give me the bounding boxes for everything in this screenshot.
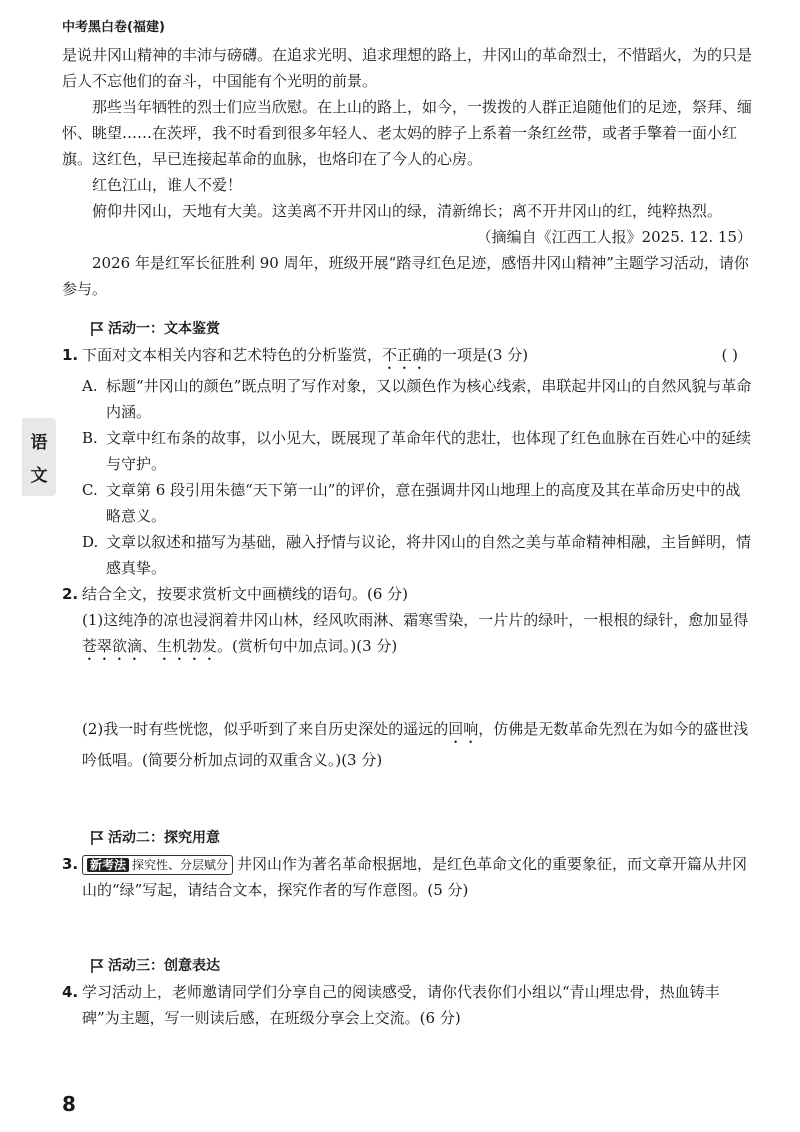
activity-2-title: 活动二：探究用意 — [108, 830, 220, 846]
question-1 — [62, 342, 752, 373]
activity-1-heading — [90, 316, 752, 342]
option-c — [82, 477, 752, 529]
sub-1-text-a: (1)这纯净的凉也浸润着井冈山林，经风吹雨淋、霜寒雪染，一片片的绿叶，一根根的绿针，愈加显得 — [82, 611, 749, 629]
option-c-text: 文章第 6 段引用朱德“天下第一山”的评价，意在强调井冈山地理上的高度及其在革命历史中的战略意义。 — [106, 481, 741, 525]
side-tab-char-2: 文 — [30, 466, 48, 486]
badge-text: 探究性、分层赋分 — [132, 858, 229, 872]
question-1-number: 1. — [62, 346, 79, 364]
question-2-stem: 结合全文，按要求赏析文中画横线的语句。(6 分) — [82, 585, 409, 603]
activity-3-title: 活动三：创意表达 — [108, 958, 220, 974]
question-4-text: 学习活动上，老师邀请同学们分享自己的阅读感受，请你代表你们小组以“青山埋忠骨，热血铸丰碑”为主题，写一则读后感，在班级分享会上交流。(6 分) — [82, 983, 720, 1027]
book-header: 中考黑白卷(福建) — [62, 20, 165, 35]
option-b-text: 文章中红布条的故事，以小见大，既展现了革命年代的悲壮，也体现了红色血脉在百姓心中的延续与守护。 — [106, 429, 752, 473]
answer-bracket: ( ) — [721, 346, 738, 364]
question-2-sub-2 — [82, 716, 752, 773]
sub-2-text-a: (2)我一时有些恍惚，似乎听到了来自历史深处的遥远的 — [82, 720, 449, 738]
subject-side-tab — [22, 418, 56, 496]
flag-icon — [90, 958, 104, 974]
option-b-label: B. — [82, 429, 98, 447]
question-1-stem-a: 下面对文本相关内容和艺术特色的分析鉴赏， — [82, 346, 383, 364]
flag-icon — [90, 321, 104, 337]
question-3 — [62, 851, 752, 903]
question-4-number: 4. — [62, 983, 79, 1001]
activity-intro: 2026 年是红军长征胜利 90 周年，班级开展“踏寻红色足迹，感悟井冈山精神”主题学习活动，请你参与。 — [62, 254, 749, 298]
page-number: 8 — [62, 1092, 76, 1116]
passage-source: （摘编自《江西工人报》2025. 12. 15） — [476, 228, 752, 246]
answer-space-3 — [62, 903, 752, 953]
option-c-label: C. — [82, 481, 98, 499]
question-3-number: 3. — [62, 855, 79, 873]
answer-space-1 — [62, 664, 752, 716]
question-4 — [62, 979, 752, 1031]
side-tab-char-1: 语 — [30, 433, 48, 453]
passage-paragraph-3: 红色江山，谁人不爱！ — [92, 176, 243, 194]
passage-paragraph-2: 那些当年牺牲的烈士们应当欣慰。在上山的路上，如今，一拨拨的人群正追随他们的足迹，祭拜、缅怀、眺望……在茨坪，我不时看到很多年轻人、老太妈的脖子上系着一条红丝带，或者手擎着一面小红旗。这红色，早已连接起革命的血脉，也烙印在了今人的心房。 — [62, 98, 753, 168]
badge-tag: 新考法 — [87, 858, 129, 872]
page-content — [62, 42, 752, 1031]
question-2-number: 2. — [62, 585, 79, 603]
question-1-emphasis: 不正确 — [382, 346, 428, 364]
sub-2-text-b: ，仿佛是无数革命先烈在为如今的盛世浅吟低唱。(简要分析加点词的双重含义。)(3 分) — [82, 720, 749, 769]
sub-1-separator: 、 — [142, 637, 158, 655]
sub-2-dot-word: 回响 — [448, 720, 479, 738]
activity-2-heading — [90, 825, 752, 851]
activity-1-title: 活动一：文本鉴赏 — [108, 321, 220, 337]
activity-3-heading — [90, 953, 752, 979]
sub-1-text-b: 。(赏析句中加点词。)(3 分) — [217, 637, 398, 655]
answer-space-2 — [62, 773, 752, 825]
question-2 — [62, 581, 752, 607]
sub-1-dot-word-2: 生机勃发 — [157, 637, 218, 655]
option-a-label: A. — [82, 377, 98, 395]
question-1-stem-b: 的一项是(3 分) — [427, 346, 529, 364]
question-3-text: 井冈山作为著名革命根据地，是红色革命文化的重要象征，而文章开篇从井冈山的“绿”写起，请结合文本，探究作者的写作意图。(5 分) — [82, 855, 748, 899]
question-2-sub-1 — [82, 607, 752, 664]
sub-1-dot-word-1: 苍翠欲滴 — [82, 637, 143, 655]
option-a — [82, 373, 752, 425]
option-d — [82, 529, 752, 581]
passage-paragraph-4: 俯仰井冈山，天地有大美。这美离不开井冈山的绿，清新绵长；离不开井冈山的红，纯粹热烈。 — [92, 202, 723, 220]
option-b — [82, 425, 752, 477]
option-a-text: 标题“井冈山的颜色”既点明了写作对象，又以颜色作为核心线索，串联起井冈山的自然风貌与革命内涵。 — [106, 377, 752, 421]
option-d-label: D. — [82, 533, 99, 551]
option-d-text: 文章以叙述和描写为基础，融入抒情与议论，将井冈山的自然之美与革命精神相融，主旨鲜明，情感真挚。 — [106, 533, 752, 577]
passage-paragraph-1: 是说井冈山精神的丰沛与磅礴。在追求光明、追求理想的路上，井冈山的革命烈士，不惜蹈火，为的只是后人不忘他们的奋斗，中国能有个光明的前景。 — [62, 46, 753, 90]
flag-icon — [90, 830, 104, 846]
new-format-badge — [82, 855, 233, 875]
